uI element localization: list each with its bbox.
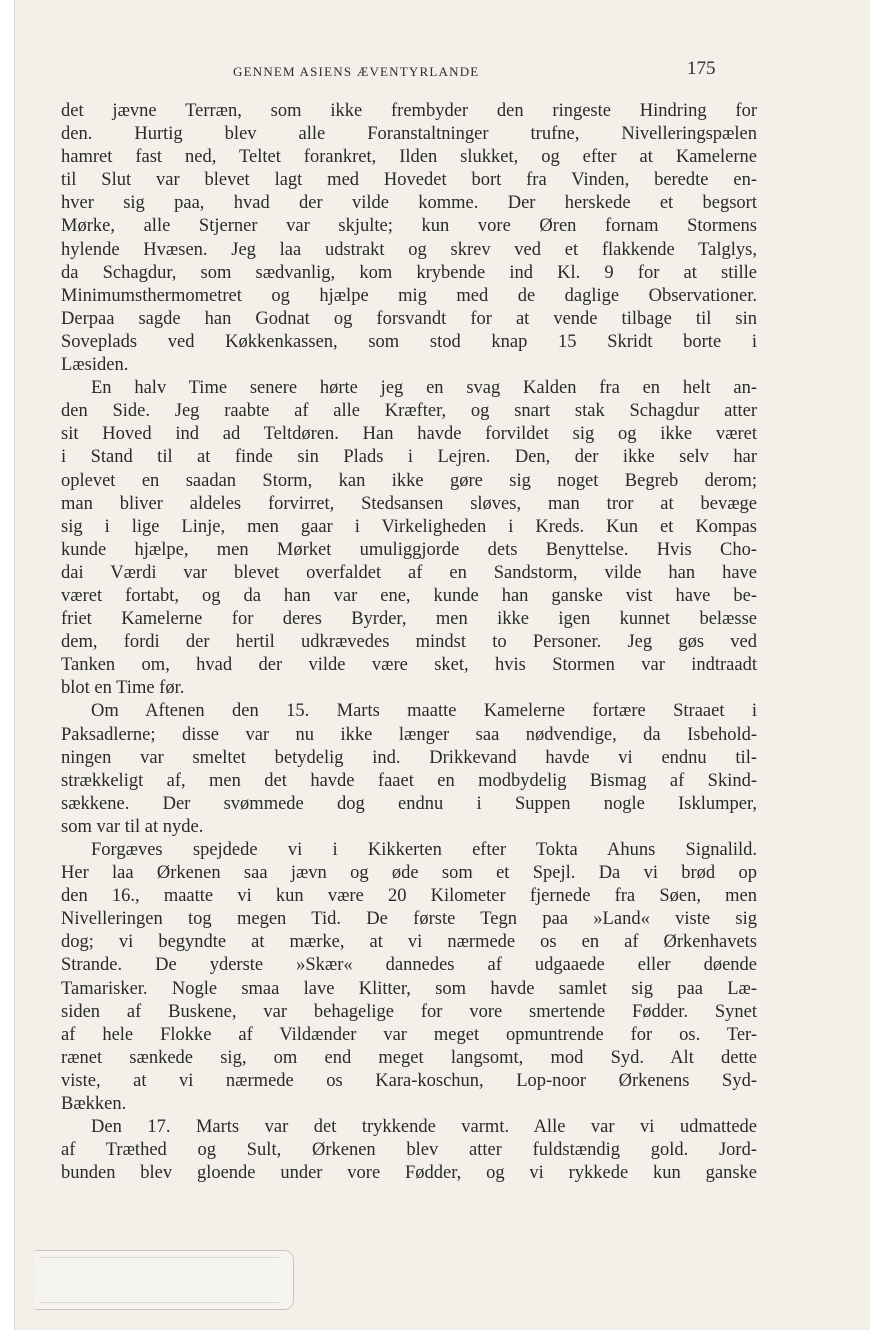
- text-line: Soveplads ved Køkkenkassen, som stod knap 15 Skridt borte i: [61, 331, 757, 352]
- text-line: den. Hurtig blev alle Foranstaltninger trufne, Nivelleringspælen: [61, 124, 757, 145]
- text-line: En halv Time senere hørte jeg en svag Kalden fra en helt an-: [91, 378, 757, 399]
- text-line: Minimumsthermometret og hjælpe mig med de daglige Observationer.: [61, 285, 757, 306]
- text-line: Læsiden.: [61, 355, 129, 376]
- text-line: Forgæves spejdede vi i Kikkerten efter Tokta Ahuns Signalild.: [91, 840, 757, 860]
- running-title: GENNEM ASIENS ÆVENTYRLANDE: [233, 64, 480, 79]
- text-line: ningen var smeltet betydelig ind. Drikkevand havde vi endnu til-: [61, 747, 757, 768]
- text-line: siden af Buskene, var behagelige for vore smertende Fødder. Synet: [61, 1001, 757, 1022]
- text-line: Mørke, alle Stjerner var skjulte; kun vore Øren fornam Stormens: [61, 216, 757, 237]
- text-line: viste, at vi nærmede os Kara-koschun, Lop-noor Ørkenens Syd-: [61, 1070, 757, 1091]
- page-tab-mark: [35, 1250, 294, 1310]
- text-line: Nivelleringen tog megen Tid. De første Tegn paa »Land« viste sig: [61, 909, 757, 930]
- text-line: sækkene. Der svømmede dog endnu i Suppen nogle Isklumper,: [61, 793, 757, 814]
- text-line: sit Hoved ind ad Teltdøren. Han havde forvildet sig og ikke været: [61, 424, 757, 445]
- text-line: den Side. Jeg raabte af alle Kræfter, og snart stak Schagdur atter: [61, 401, 757, 422]
- text-line: bunden blev gloende under vore Fødder, og vi rykkede kun ganske: [61, 1163, 757, 1184]
- text-line: kunde hjælpe, men Mørket umuliggjorde dets Benyttelse. Hvis Cho-: [61, 539, 757, 560]
- text-line: Strande. De yderste »Skær« dannedes af udgaaede eller døende: [61, 955, 757, 976]
- text-line: Den 17. Marts var det trykkende varmt. Alle var vi udmattede: [91, 1117, 757, 1138]
- text-line: til Slut var blevet lagt med Hovedet bort fra Vinden, beredte en-: [61, 170, 757, 191]
- text-line: som var til at nyde.: [61, 816, 204, 837]
- text-line: af Træthed og Sult, Ørkenen blev atter fuldstændig gold. Jord-: [61, 1140, 757, 1161]
- text-line: Tamarisker. Nogle smaa lave Klitter, som havde samlet sig paa Læ-: [61, 978, 757, 999]
- text-line: rænet sænkede sig, om end meget langsomt, mod Syd. Alt dette: [61, 1047, 757, 1068]
- text-line: dem, fordi der hertil udkrævedes mindst to Personer. Jeg gøs ved: [61, 632, 757, 653]
- text-line: Tanken om, hvad der vilde være sket, hvis Stormen var indtraadt: [61, 655, 757, 676]
- text-line: været fortabt, og da han var ene, kunde han ganske vist have be-: [61, 585, 757, 606]
- text-line: Her laa Ørkenen saa jævn og øde som et Spejl. Da vi brød op: [61, 863, 757, 884]
- text-line: dai Værdi var blevet overfaldet af en Sandstorm, vilde han have: [61, 562, 757, 583]
- text-line: hamret fast ned, Teltet forankret, Ilden slukket, og efter at Kamelerne: [61, 147, 757, 168]
- text-line: friet Kamelerne for deres Byrder, men ikke igen kunnet belæsse: [61, 609, 757, 630]
- book-page: [14, 0, 870, 1330]
- page-header: [15, 58, 870, 84]
- page-number: 175: [687, 58, 716, 79]
- page-tab-inner: [39, 1257, 279, 1303]
- text-line: Om Aftenen den 15. Marts maatte Kamelerne fortære Straaet i: [91, 701, 757, 722]
- text-line: man bliver aldeles forvirret, Stedsansen sløves, man tror at bevæge: [61, 493, 757, 514]
- text-line: Derpaa sagde han Godnat og forsvandt for at vende tilbage til sin: [61, 308, 757, 329]
- text-line: Bækken.: [61, 1094, 127, 1115]
- text-line: hylende Hvæsen. Jeg laa udstrakt og skrev ved et flakkende Talglys,: [61, 239, 757, 260]
- text-line: dog; vi begyndte at mærke, at vi nærmede os en af Ørkenhavets: [61, 932, 757, 953]
- body-text: [61, 100, 757, 1185]
- text-line: oplevet en saadan Storm, kan ikke gøre sig noget Begreb derom;: [61, 470, 757, 491]
- text-line: i Stand til at finde sin Plads i Lejren. Den, der ikke selv har: [61, 447, 757, 468]
- text-line: blot en Time før.: [61, 678, 185, 699]
- text-line: af hele Flokke af Vildænder var meget opmuntrende for os. Ter-: [61, 1024, 757, 1045]
- text-line: da Schagdur, som sædvanlig, kom krybende ind Kl. 9 for at stille: [61, 262, 757, 283]
- text-line: hver sig paa, hvad der vilde komme. Der herskede et begsort: [61, 193, 757, 214]
- text-line: Paksadlerne; disse var nu ikke længer saa nødvendige, da Isbehold-: [61, 724, 757, 745]
- text-line: sig i lige Linje, men gaar i Virkeligheden i Kreds. Kun et Kompas: [61, 516, 757, 537]
- text-line: den 16., maatte vi kun være 20 Kilometer fjernede fra Søen, men: [61, 886, 757, 907]
- text-line: det jævne Terræn, som ikke frembyder den ringeste Hindring for: [61, 101, 757, 121]
- text-line: strækkeligt af, men det havde faaet en modbydelig Bismag af Skind-: [61, 770, 757, 791]
